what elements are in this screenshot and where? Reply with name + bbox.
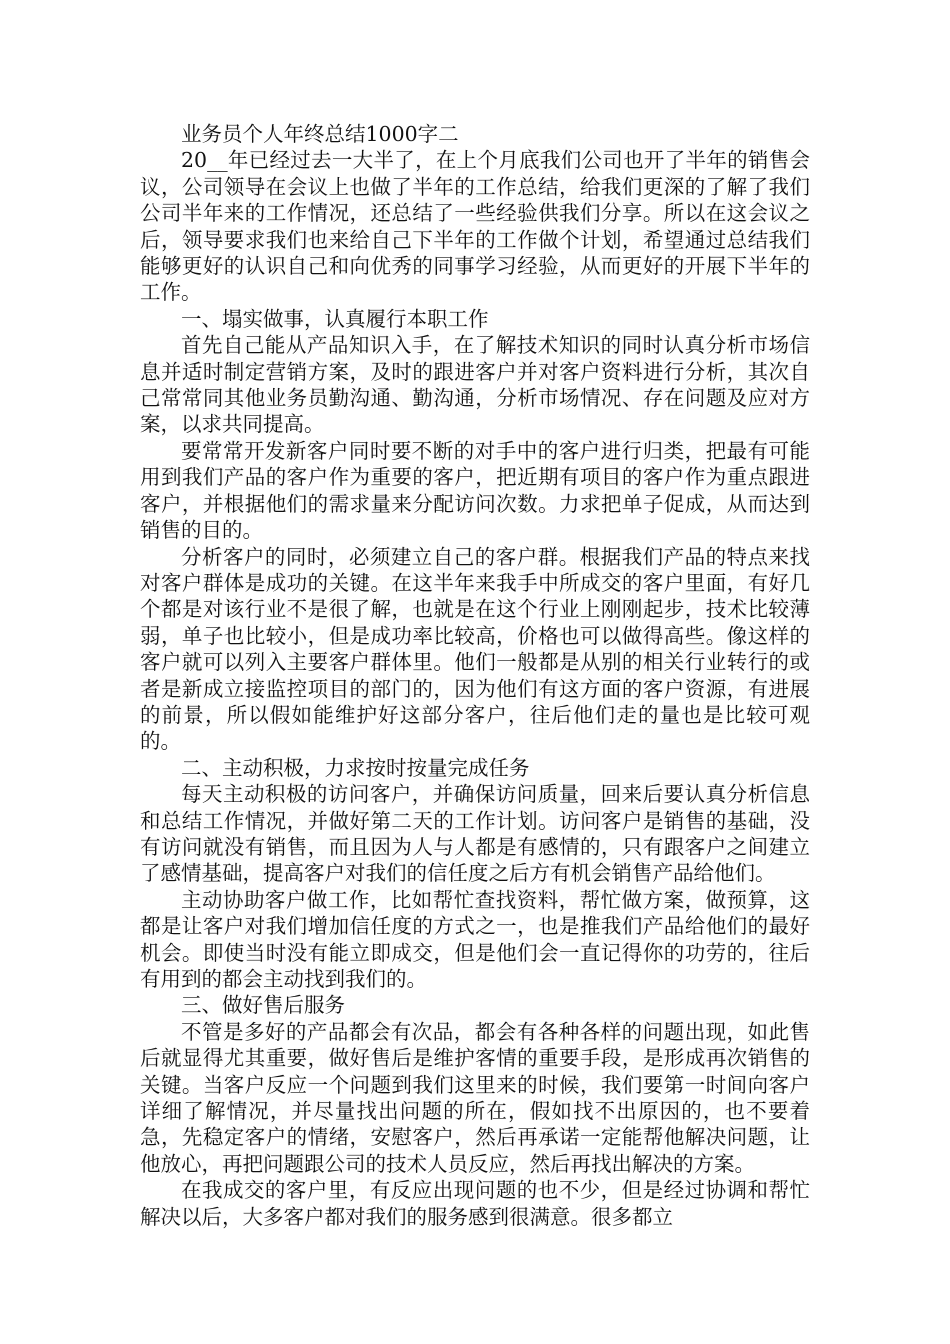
document-body [140,121,810,1230]
paragraph: 在我成交的客户里，有反应出现问题的也不少，但是经过协调和帮忙解决以后，大多客户都对我们的服务感到很满意。很多都立 [140,1178,810,1229]
paragraph: 分析客户的同时，必须建立自己的客户群。根据我们产品的特点来找对客户群体是成功的关键。在这半年来我手中所成交的客户里面，有好几个都是对该行业不是很了解，也就是在这个行业上刚刚起步，技术比较薄弱，单子也比较小，但是成功率比较高，价格也可以做得高些。像这样的客户就可以列入主要客户群体里。他们一般都是从别的相关行业转行的或者是新成立接监控项目的部门的，因为他们有这方面的客户资源，有进展的前景，所以假如能维护好这部分客户，往后他们走的量也是比较可观的。 [140,544,810,754]
document-title: 业务员个人年终总结1000字二 [181,122,459,146]
section-heading-3: 三、做好售后服务 [181,993,345,1018]
paragraph: 每天主动积极的访问客户，并确保访问质量，回来后要认真分析信息和总结工作情况，并做好第二天的工作计划。访问客户是销售的基础，没有访问就没有销售，而且因为人与人都是有感情的，只有跟客户之间建立了感情基础，提高客户对我们的信任度之后方有机会销售产品给他们。 [140,782,810,886]
section-heading-2: 二、主动积极，力求按时按量完成任务 [181,755,530,780]
paragraph: 要常常开发新客户同时要不断的对手中的客户进行归类，把最有可能用到我们产品的客户作为重要的客户，把近期有项目的客户作为重点跟进客户，并根据他们的需求量来分配访问次数。力求把单子促成，从而达到销售的目的。 [140,438,810,543]
paragraph: 不管是多好的产品都会有次品，都会有各种各样的问题出现，如此售后就显得尤其重要，做好售后是维护客情的重要手段，是形成再次销售的关键。当客户反应一个问题到我们这里来的时候，我们要第一时间向客户详细了解情况，并尽量找出问题的所在，假如找不出原因的，也不要着急，先稳定客户的情绪，安慰客户，然后再承诺一定能帮他解决问题，让他放心，再把问题跟公司的技术人员反应，然后再找出解决的方案。 [140,1019,810,1176]
section-heading-1: 一、塌实做事，认真履行本职工作 [181,306,489,331]
paragraph-intro: 20__年已经过去一大半了，在上个月底我们公司也开了半年的销售会议，公司领导在会议上也做了半年的工作总结，给我们更深的了解了我们公司半年来的工作情况，还总结了一些经验供我们分享。所以在这会议之后，领导要求我们也来给自己下半年的工作做个计划，希望通过总结我们能够更好的认识自己和向优秀的同事学习经验，从而更好的开展下半年的工作。 [140,148,810,305]
paragraph: 首先自己能从产品知识入手，在了解技术知识的同时认真分析市场信息并适时制定营销方案，及时的跟进客户并对客户资料进行分析，其次自己常常同其他业务员勤沟通、勤沟通，分析市场情况、存在问题及应对方案，以求共同提高。 [140,333,810,437]
paragraph: 主动协助客户做工作，比如帮忙查找资料，帮忙做方案，做预算，这都是让客户对我们增加信任度的方式之一，也是推我们产品给他们的最好机会。即使当时没有能立即成交，但是他们会一直记得你的功劳的，往后有用到的都会主动找到我们的。 [140,887,810,991]
